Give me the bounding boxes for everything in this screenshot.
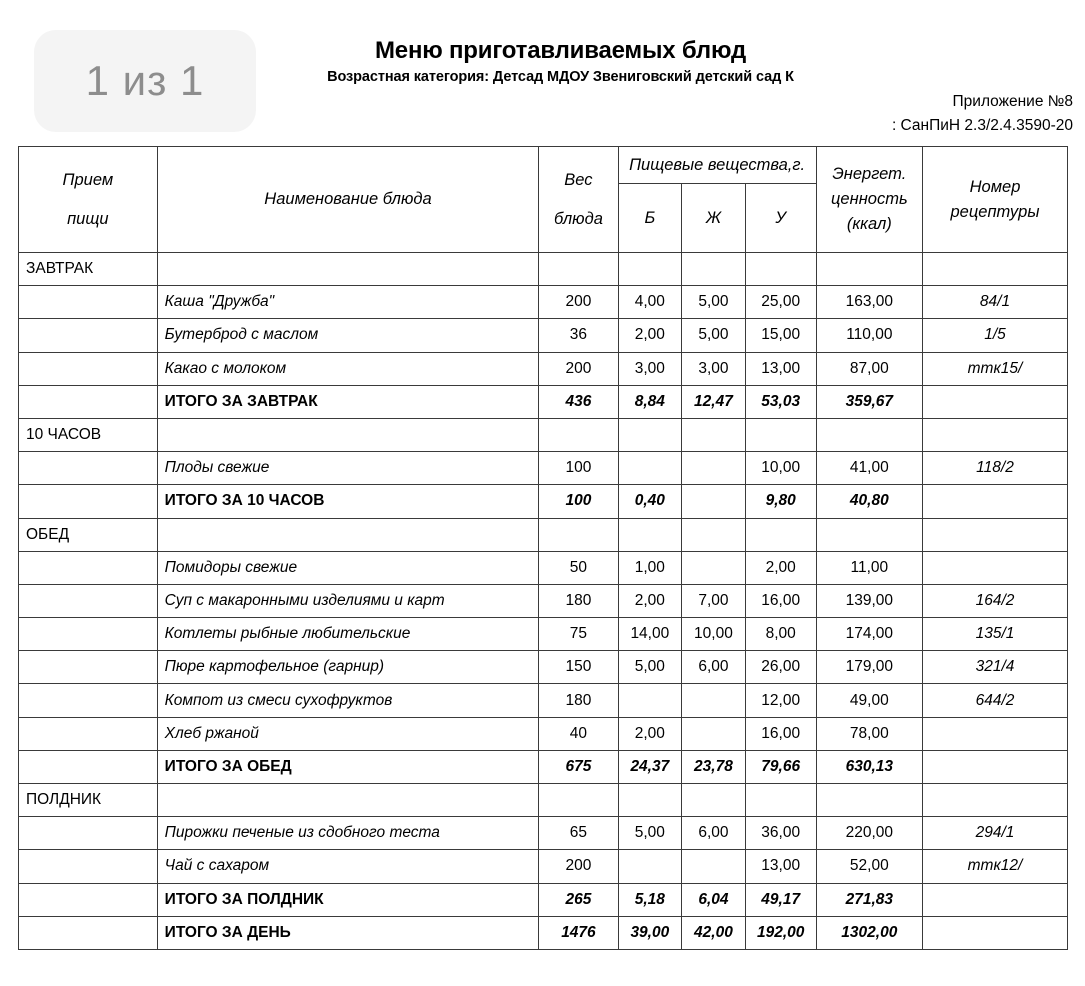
header-energy-line2: ценность: [831, 190, 908, 209]
header-energy-line3: (ккал): [846, 214, 892, 233]
recipe-cell: 164/2: [923, 584, 1068, 617]
table-row: [19, 286, 1068, 319]
protein-cell: 1,00: [618, 551, 682, 584]
header-protein: Б: [618, 184, 682, 253]
sanpin-reference: : СанПиН 2.3/2.4.3590-20: [891, 117, 1073, 134]
protein-cell: [618, 518, 682, 551]
carbs-cell: [745, 518, 816, 551]
energy-cell: 40,80: [816, 485, 922, 518]
energy-cell: 49,00: [816, 684, 922, 717]
energy-cell: 179,00: [816, 651, 922, 684]
meal-type-cell: [19, 452, 158, 485]
carbs-cell: 49,17: [745, 883, 816, 916]
weight-cell: [539, 784, 618, 817]
protein-cell: [618, 850, 682, 883]
table-row: [19, 518, 1068, 551]
energy-cell: 630,13: [816, 750, 922, 783]
fat-cell: [682, 717, 746, 750]
dish-name-cell: Плоды свежие: [157, 452, 539, 485]
header-dish-name: Наименование блюда: [157, 147, 539, 253]
carbs-cell: [745, 253, 816, 286]
meal-type-cell: 10 ЧАСОВ: [19, 418, 158, 451]
protein-cell: [618, 418, 682, 451]
table-row: [19, 584, 1068, 617]
menu-table: [18, 146, 1068, 950]
fat-cell: 6,00: [682, 651, 746, 684]
recipe-cell: 321/4: [923, 651, 1068, 684]
weight-cell: [539, 518, 618, 551]
dish-name-cell: Бутерброд с маслом: [157, 319, 539, 352]
fat-cell: [682, 784, 746, 817]
fat-cell: 42,00: [682, 916, 746, 949]
header-spacer: [546, 193, 610, 207]
energy-cell: 1302,00: [816, 916, 922, 949]
dish-name-cell: [157, 418, 539, 451]
carbs-cell: 16,00: [745, 717, 816, 750]
energy-cell: 41,00: [816, 452, 922, 485]
recipe-cell: 294/1: [923, 817, 1068, 850]
meal-type-cell: [19, 750, 158, 783]
energy-cell: 220,00: [816, 817, 922, 850]
recipe-cell: ттк12/: [923, 850, 1068, 883]
meal-type-cell: ЗАВТРАК: [19, 253, 158, 286]
carbs-cell: 53,03: [745, 385, 816, 418]
energy-cell: 139,00: [816, 584, 922, 617]
protein-cell: 2,00: [618, 319, 682, 352]
age-category-subtitle: Возрастная категория: Детсад МДОУ Звениговский детский сад К: [327, 69, 794, 85]
recipe-cell: [923, 518, 1068, 551]
weight-cell: [539, 253, 618, 286]
table-row: [19, 850, 1068, 883]
fat-cell: [682, 253, 746, 286]
header-energy-line1: Энергет.: [832, 165, 907, 184]
weight-cell: 65: [539, 817, 618, 850]
carbs-cell: 79,66: [745, 750, 816, 783]
weight-cell: 200: [539, 286, 618, 319]
energy-cell: 78,00: [816, 717, 922, 750]
energy-cell: 174,00: [816, 618, 922, 651]
dish-name-cell: ИТОГО ЗА ПОЛДНИК: [157, 883, 539, 916]
dish-name-cell: Пюре картофельное (гарнир): [157, 651, 539, 684]
fat-cell: 6,00: [682, 817, 746, 850]
fat-cell: 10,00: [682, 618, 746, 651]
carbs-cell: 9,80: [745, 485, 816, 518]
protein-cell: 2,00: [618, 584, 682, 617]
header-weight-line2: блюда: [553, 209, 603, 228]
carbs-cell: 36,00: [745, 817, 816, 850]
dish-name-cell: [157, 253, 539, 286]
protein-cell: 3,00: [618, 352, 682, 385]
protein-cell: 4,00: [618, 286, 682, 319]
energy-cell: [816, 418, 922, 451]
recipe-cell: [923, 551, 1068, 584]
weight-cell: 50: [539, 551, 618, 584]
weight-cell: 180: [539, 684, 618, 717]
header-recipe-line1: Номер: [969, 177, 1021, 196]
meal-type-cell: [19, 916, 158, 949]
dish-name-cell: Какао с молоком: [157, 352, 539, 385]
recipe-cell: [923, 418, 1068, 451]
recipe-cell: [923, 750, 1068, 783]
energy-cell: 52,00: [816, 850, 922, 883]
recipe-cell: [923, 485, 1068, 518]
energy-cell: 359,67: [816, 385, 922, 418]
table-row: [19, 684, 1068, 717]
table-row: [19, 551, 1068, 584]
weight-cell: 100: [539, 485, 618, 518]
table-row: [19, 385, 1068, 418]
header-energy-value: [816, 147, 922, 253]
recipe-cell: [923, 883, 1068, 916]
table-row: [19, 485, 1068, 518]
fat-cell: [682, 485, 746, 518]
meal-type-cell: [19, 551, 158, 584]
energy-cell: [816, 784, 922, 817]
weight-cell: 150: [539, 651, 618, 684]
fat-cell: 6,04: [682, 883, 746, 916]
dish-name-cell: [157, 784, 539, 817]
fat-cell: 7,00: [682, 584, 746, 617]
energy-cell: 163,00: [816, 286, 922, 319]
energy-cell: [816, 253, 922, 286]
meal-type-cell: [19, 485, 158, 518]
protein-cell: 5,18: [618, 883, 682, 916]
fat-cell: 23,78: [682, 750, 746, 783]
energy-cell: 87,00: [816, 352, 922, 385]
carbs-cell: [745, 784, 816, 817]
meal-type-cell: [19, 352, 158, 385]
dish-name-cell: Каша "Дружба": [157, 286, 539, 319]
weight-cell: 180: [539, 584, 618, 617]
carbs-cell: 2,00: [745, 551, 816, 584]
meal-type-cell: [19, 651, 158, 684]
weight-cell: [539, 418, 618, 451]
dish-name-cell: Хлеб ржаной: [157, 717, 539, 750]
carbs-cell: 13,00: [745, 352, 816, 385]
dish-name-cell: ИТОГО ЗА ДЕНЬ: [157, 916, 539, 949]
carbs-cell: 8,00: [745, 618, 816, 651]
table-row: [19, 418, 1068, 451]
header-meal-type: [19, 147, 158, 253]
carbs-cell: 25,00: [745, 286, 816, 319]
header-spacer: [26, 193, 150, 207]
carbs-cell: 15,00: [745, 319, 816, 352]
carbs-cell: 16,00: [745, 584, 816, 617]
meal-type-cell: [19, 584, 158, 617]
protein-cell: [618, 452, 682, 485]
dish-name-cell: Компот из смеси сухофруктов: [157, 684, 539, 717]
protein-cell: 24,37: [618, 750, 682, 783]
fat-cell: 5,00: [682, 319, 746, 352]
dish-name-cell: ИТОГО ЗА ОБЕД: [157, 750, 539, 783]
weight-cell: 100: [539, 452, 618, 485]
table-row: [19, 916, 1068, 949]
fat-cell: [682, 518, 746, 551]
header-meal-type-line2: пищи: [67, 209, 109, 228]
document-header: [0, 0, 1085, 145]
carbs-cell: 192,00: [745, 916, 816, 949]
page-title: Меню приготавливаемых блюд: [375, 37, 746, 64]
dish-name-cell: Котлеты рыбные любительские: [157, 618, 539, 651]
table-header: [19, 147, 1068, 253]
recipe-cell: 1/5: [923, 319, 1068, 352]
protein-cell: 5,00: [618, 651, 682, 684]
dish-name-cell: ИТОГО ЗА 10 ЧАСОВ: [157, 485, 539, 518]
fat-cell: [682, 850, 746, 883]
table-row: [19, 651, 1068, 684]
weight-cell: 200: [539, 850, 618, 883]
protein-cell: 14,00: [618, 618, 682, 651]
recipe-cell: 118/2: [923, 452, 1068, 485]
header-carbs: У: [745, 184, 816, 253]
table-row: [19, 750, 1068, 783]
energy-cell: 271,83: [816, 883, 922, 916]
weight-cell: 40: [539, 717, 618, 750]
table-row: [19, 352, 1068, 385]
recipe-cell: 84/1: [923, 286, 1068, 319]
carbs-cell: 26,00: [745, 651, 816, 684]
meal-type-cell: ПОЛДНИК: [19, 784, 158, 817]
header-weight-line1: Вес: [564, 170, 593, 189]
protein-cell: [618, 253, 682, 286]
recipe-cell: 644/2: [923, 684, 1068, 717]
appendix-number: Приложение №8: [952, 93, 1073, 110]
dish-name-cell: ИТОГО ЗА ЗАВТРАК: [157, 385, 539, 418]
meal-type-cell: [19, 717, 158, 750]
weight-cell: 675: [539, 750, 618, 783]
dish-name-cell: Пирожки печеные из сдобного теста: [157, 817, 539, 850]
carbs-cell: 12,00: [745, 684, 816, 717]
recipe-cell: [923, 253, 1068, 286]
weight-cell: 436: [539, 385, 618, 418]
page-counter-label: 1 из 1: [85, 57, 205, 104]
meal-type-cell: [19, 319, 158, 352]
meal-type-cell: [19, 618, 158, 651]
meal-type-cell: [19, 883, 158, 916]
dish-name-cell: Суп с макаронными изделиями и карт: [157, 584, 539, 617]
energy-cell: [816, 518, 922, 551]
recipe-cell: ттк15/: [923, 352, 1068, 385]
recipe-cell: [923, 916, 1068, 949]
table-body: [19, 253, 1068, 950]
table-row: [19, 618, 1068, 651]
carbs-cell: 10,00: [745, 452, 816, 485]
fat-cell: [682, 551, 746, 584]
header-fat: Ж: [682, 184, 746, 253]
header-meal-type-line1: Прием: [62, 170, 114, 189]
meal-type-cell: [19, 817, 158, 850]
weight-cell: 75: [539, 618, 618, 651]
header-recipe-number: [923, 147, 1068, 253]
protein-cell: 5,00: [618, 817, 682, 850]
dish-name-cell: [157, 518, 539, 551]
table-row: [19, 883, 1068, 916]
table-row: [19, 717, 1068, 750]
recipe-cell: [923, 717, 1068, 750]
recipe-cell: [923, 385, 1068, 418]
header-recipe-line2: рецептуры: [950, 202, 1040, 221]
weight-cell: 200: [539, 352, 618, 385]
meal-type-cell: [19, 385, 158, 418]
table-row: [19, 452, 1068, 485]
weight-cell: 36: [539, 319, 618, 352]
fat-cell: [682, 684, 746, 717]
fat-cell: [682, 452, 746, 485]
protein-cell: 0,40: [618, 485, 682, 518]
energy-cell: 11,00: [816, 551, 922, 584]
table-row: [19, 817, 1068, 850]
protein-cell: 39,00: [618, 916, 682, 949]
recipe-cell: [923, 784, 1068, 817]
table-row: [19, 784, 1068, 817]
weight-cell: 265: [539, 883, 618, 916]
meal-type-cell: ОБЕД: [19, 518, 158, 551]
table-row: [19, 319, 1068, 352]
protein-cell: [618, 684, 682, 717]
dish-name-cell: Помидоры свежие: [157, 551, 539, 584]
protein-cell: [618, 784, 682, 817]
dish-name-cell: Чай с сахаром: [157, 850, 539, 883]
energy-cell: 110,00: [816, 319, 922, 352]
meal-type-cell: [19, 850, 158, 883]
header-nutrients-group: Пищевые вещества,г.: [618, 147, 816, 184]
fat-cell: 12,47: [682, 385, 746, 418]
fat-cell: 3,00: [682, 352, 746, 385]
fat-cell: [682, 418, 746, 451]
carbs-cell: [745, 418, 816, 451]
weight-cell: 1476: [539, 916, 618, 949]
protein-cell: 2,00: [618, 717, 682, 750]
meal-type-cell: [19, 684, 158, 717]
carbs-cell: 13,00: [745, 850, 816, 883]
recipe-cell: 135/1: [923, 618, 1068, 651]
header-dish-weight: [539, 147, 618, 253]
fat-cell: 5,00: [682, 286, 746, 319]
table-row: [19, 253, 1068, 286]
protein-cell: 8,84: [618, 385, 682, 418]
meal-type-cell: [19, 286, 158, 319]
